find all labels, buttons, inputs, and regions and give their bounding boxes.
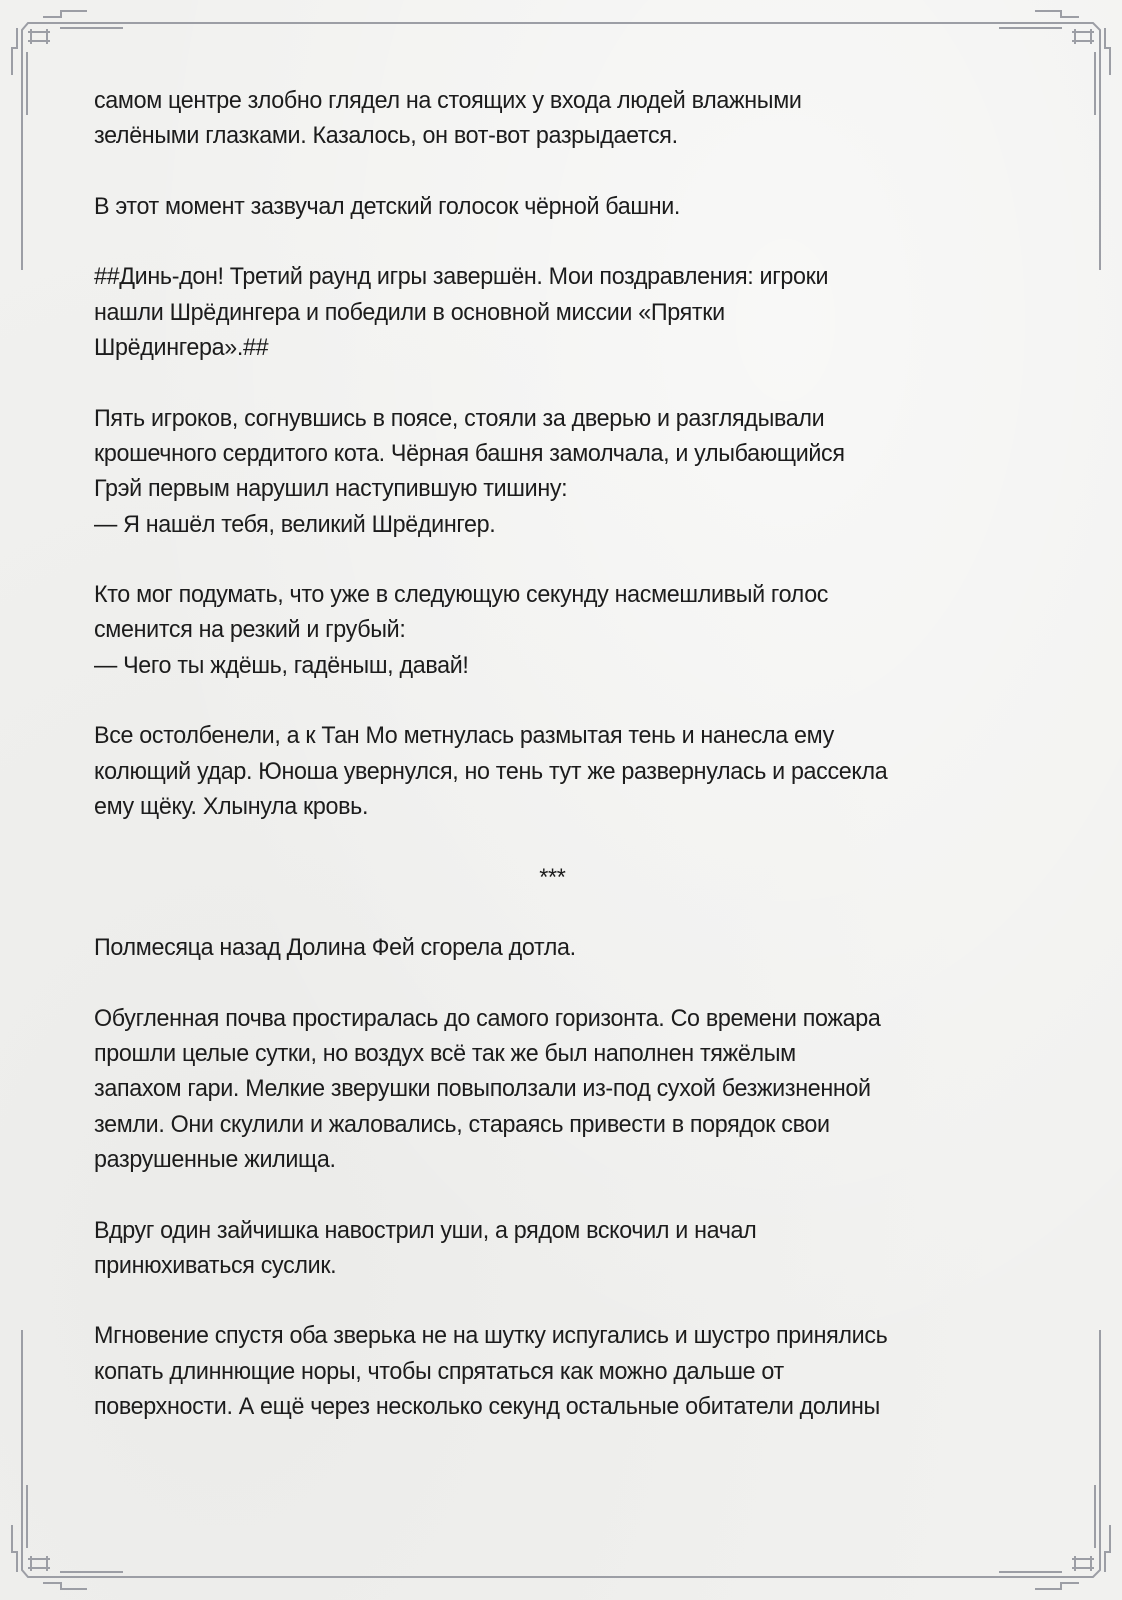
dialogue-line: — Я нашёл тебя, великий Шрёдингер. (94, 510, 496, 538)
text-line: Грэй первым нарушил наступившую тишину: (94, 475, 568, 503)
paragraph-gap (94, 224, 992, 259)
text-line: Вдруг один зайчишка навострил уши, а рядом вскочил и начал (94, 1216, 757, 1244)
text-line: ##Динь-дон! Третий раунд игры завершён. Мои поздравления: игроки (94, 263, 829, 291)
paragraph-gap (94, 683, 992, 718)
text-line: Шрёдингера».## (94, 334, 269, 362)
text-line: земли. Они скулили и жаловались, стараясь привести в порядок свои (94, 1110, 830, 1138)
text-line: В этот момент зазвучал детский голосок чёрной башни. (94, 192, 681, 220)
paragraph-gap (94, 365, 992, 400)
text-line: запахом гари. Мелкие зверушки повыползали из-под сухой безжизненной (94, 1075, 871, 1103)
text-line: Полмесяца назад Долина Фей сгорела дотла. (94, 934, 576, 962)
text-line: поверхности. А ещё через несколько секунд остальные обитатели долины (94, 1392, 880, 1420)
text-line: колющий удар. Юноша увернулся, но тень тут же развернулась и рассекла (94, 757, 888, 785)
text-line: сменится на резкий и грубый: (94, 616, 406, 644)
text-line: нашли Шрёдингера и победили в основной миссии «Прятки (94, 298, 725, 326)
paragraph-gap (94, 1283, 992, 1318)
text-line: копать длиннющие норы, чтобы спрятаться как можно дальше от (94, 1357, 784, 1385)
paragraph-gap (94, 542, 992, 577)
dialogue-line: — Чего ты ждёшь, гадёныш, давай! (94, 651, 469, 679)
paragraph-gap (94, 895, 992, 930)
paragraph-gap (94, 965, 992, 1000)
text-line: принюхиваться суслик. (94, 1251, 337, 1279)
text-line: Все остолбенели, а к Тан Мо метнулась размытая тень и нанесла ему (94, 722, 834, 750)
frame-knot-icon (1072, 1556, 1094, 1571)
text-line: Пять игроков, согнувшись в поясе, стояли за дверью и разглядывали (94, 404, 825, 432)
frame-knot-icon (1072, 29, 1094, 44)
paragraph-gap (94, 1177, 992, 1212)
frame-knot-icon (28, 1556, 50, 1571)
text-line: Обугленная почва простиралась до самого горизонта. Со времени пожара (94, 1004, 881, 1032)
section-separator: *** (539, 863, 566, 891)
text-line: ему щёку. Хлынула кровь. (94, 792, 369, 820)
text-line: зелёными глазками. Казалось, он вот-вот разрыдается. (94, 122, 678, 150)
text-line: самом центре злобно глядел на стоящих у входа людей влажными (94, 87, 802, 114)
paragraph-gap (94, 154, 992, 189)
text-line: прошли целые сутки, но воздух всё так же был наполнен тяжёлым (94, 1040, 796, 1068)
text-line: Кто мог подумать, что уже в следующую секунду насмешливый голос (94, 581, 829, 609)
text-line: крошечного сердитого кота. Чёрная башня замолчала, и улыбающийся (94, 439, 845, 467)
paragraph-gap (94, 824, 992, 859)
frame-knot-icon (28, 29, 50, 44)
document-body (94, 83, 992, 1424)
text-line: разрушенные жилища. (94, 1145, 336, 1173)
text-line: Мгновение спустя оба зверька не на шутку испугались и шустро принялись (94, 1322, 888, 1350)
